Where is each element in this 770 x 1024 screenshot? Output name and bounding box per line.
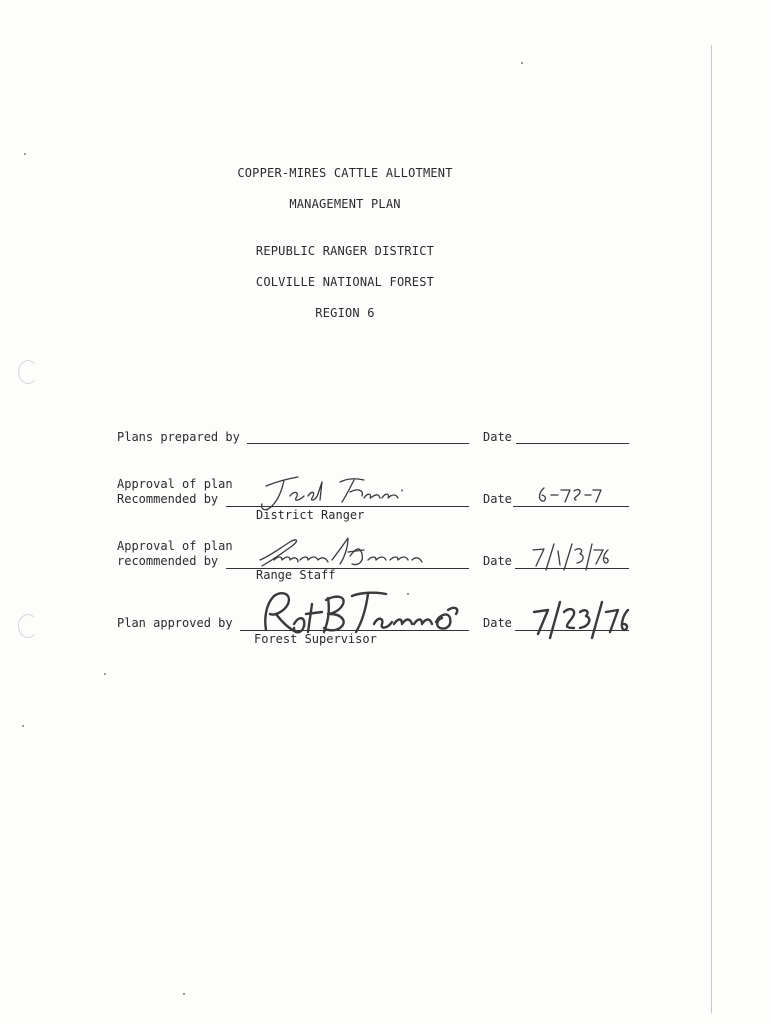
scan-speck <box>22 725 24 727</box>
document-subtitle: MANAGEMENT PLAN <box>289 197 401 211</box>
prepared-by-label: Plans prepared by <box>117 430 240 444</box>
date-handwritten-1 <box>536 484 606 506</box>
range-staff-signature <box>252 530 432 582</box>
district-ranger-title: District Ranger <box>256 508 365 522</box>
date-handwritten-3 <box>530 598 632 640</box>
document-title: COPPER-MIRES CATTLE ALLOTMENT <box>237 166 453 180</box>
prepared-by-line <box>247 443 469 444</box>
approved-date-label: Date <box>483 616 512 630</box>
forest-supervisor-title: Forest Supervisor <box>254 632 377 646</box>
approval-label-1: Approval of plan <box>117 477 233 491</box>
recommended-by-label-2: recommended by <box>117 554 219 568</box>
scan-speck <box>521 62 523 64</box>
approved-by-label: Plan approved by <box>117 616 233 630</box>
prepared-date-line <box>516 443 629 444</box>
recommended-date-line-1 <box>513 506 629 507</box>
forest-name: COLVILLE NATIONAL FOREST <box>255 275 435 289</box>
district-name: REPUBLIC RANGER DISTRICT <box>255 244 435 258</box>
date-handwritten-2 <box>530 542 610 572</box>
scan-speck <box>104 673 106 675</box>
scan-speck <box>183 993 185 995</box>
region-name: REGION 6 <box>315 306 375 320</box>
recommended-by-label-1: Recommended by <box>117 492 219 506</box>
range-staff-title: Range Staff <box>256 568 336 582</box>
punch-hole-top <box>18 360 38 384</box>
recommended-date-label-1: Date <box>483 492 512 506</box>
recommended-date-label-2: Date <box>483 554 512 568</box>
approval-label-2: Approval of plan <box>117 539 233 553</box>
scan-speck <box>24 153 26 155</box>
prepared-date-label: Date <box>483 430 512 444</box>
forest-supervisor-signature <box>252 584 470 644</box>
punch-hole-bottom <box>18 614 38 638</box>
district-ranger-signature <box>252 472 412 518</box>
page-edge-line <box>711 45 712 1013</box>
